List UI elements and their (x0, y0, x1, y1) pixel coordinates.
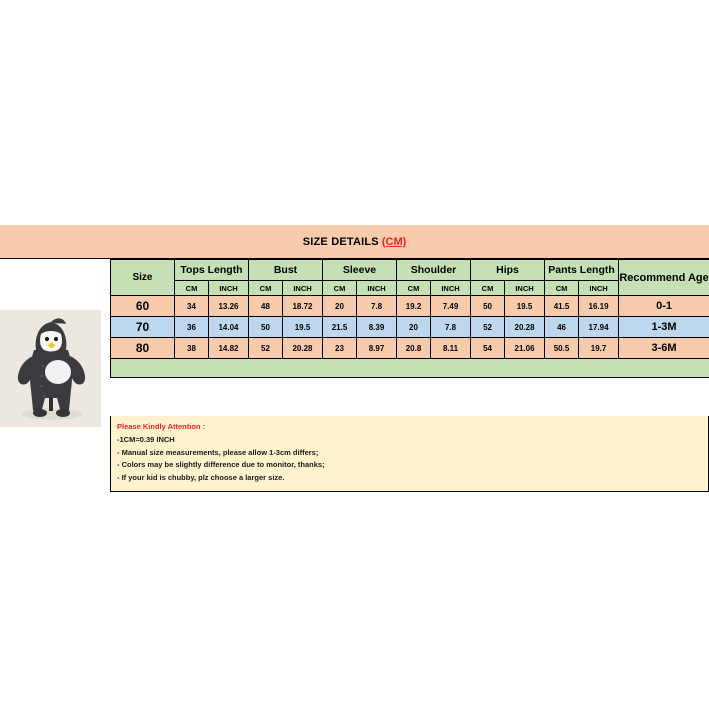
cell-bust-inch: 20.28 (283, 338, 323, 359)
product-photo (0, 310, 101, 427)
cell-tops-length-cm: 34 (175, 296, 209, 317)
cell-size: 60 (111, 296, 175, 317)
cell-pants-length-cm: 50.5 (545, 338, 579, 359)
cell-recommend-age: 0-1 (619, 296, 709, 317)
attention-notes-panel (110, 416, 709, 492)
header-unit-cm: CM (175, 281, 209, 296)
notes-line-1: -1CM=0.39 INCH (117, 435, 175, 444)
size-table-container (110, 259, 709, 378)
cell-hips-cm: 52 (471, 317, 505, 338)
cell-hips-inch: 21.06 (505, 338, 545, 359)
cell-bust-inch: 19.5 (283, 317, 323, 338)
notes-line-2: - Manual size measurements, please allow 1-3cm differs; (117, 447, 319, 457)
header-hips: Hips (471, 260, 545, 281)
header-unit-cm: CM (323, 281, 357, 296)
header-shoulder: Shoulder (397, 260, 471, 281)
cell-pants-length-inch: 16.19 (579, 296, 619, 317)
header-tops-length: Tops Length (175, 260, 249, 281)
header-unit-cm: CM (545, 281, 579, 296)
cell-bust-cm: 48 (249, 296, 283, 317)
cell-pants-length-cm: 41.5 (545, 296, 579, 317)
cell-sleeve-cm: 21.5 (323, 317, 357, 338)
cell-sleeve-cm: 20 (323, 296, 357, 317)
header-unit-inch: INCH (579, 281, 619, 296)
cell-recommend-age: 1-3M (619, 317, 709, 338)
cell-sleeve-inch: 8.39 (357, 317, 397, 338)
spacer-cell (111, 359, 709, 378)
cell-sleeve-inch: 7.8 (357, 296, 397, 317)
cell-recommend-age: 3-6M (619, 338, 709, 359)
cell-tops-length-cm: 36 (175, 317, 209, 338)
header-sleeve: Sleeve (323, 260, 397, 281)
cell-bust-cm: 50 (249, 317, 283, 338)
cell-shoulder-cm: 19.2 (397, 296, 431, 317)
cell-shoulder-inch: 8.11 (431, 338, 471, 359)
notes-line-3: - Colors may be slightly difference due to monitor, thanks; (117, 460, 325, 469)
size-details-banner (0, 225, 709, 259)
cell-shoulder-inch: 7.8 (431, 317, 471, 338)
cell-pants-length-inch: 19.7 (579, 338, 619, 359)
header-bust: Bust (249, 260, 323, 281)
header-unit-cm: CM (471, 281, 505, 296)
cell-hips-cm: 50 (471, 296, 505, 317)
cell-shoulder-cm: 20.8 (397, 338, 431, 359)
table-row (111, 296, 709, 317)
header-unit-inch: INCH (209, 281, 249, 296)
header-unit-cm: CM (249, 281, 283, 296)
cell-hips-inch: 20.28 (505, 317, 545, 338)
cell-hips-cm: 54 (471, 338, 505, 359)
cell-sleeve-cm: 23 (323, 338, 357, 359)
cell-tops-length-inch: 14.04 (209, 317, 249, 338)
table-row (111, 317, 709, 338)
banner-unit-label: (CM) (381, 235, 407, 248)
cell-bust-cm: 52 (249, 338, 283, 359)
cell-shoulder-inch: 7.49 (431, 296, 471, 317)
product-photo-column (0, 259, 110, 492)
header-unit-cm: CM (397, 281, 431, 296)
penguin-romper-illustration (0, 310, 101, 427)
header-recommend-age: Recommend Age (619, 260, 709, 296)
header-size: Size (111, 260, 175, 296)
header-unit-inch: INCH (357, 281, 397, 296)
notes-title: Please Kindly Attention : (117, 422, 206, 431)
cell-tops-length-inch: 13.26 (209, 296, 249, 317)
page-title: SIZE DETAILS (302, 235, 379, 248)
cell-pants-length-cm: 46 (545, 317, 579, 338)
cell-sleeve-inch: 8.97 (357, 338, 397, 359)
header-pants-length: Pants Length (545, 260, 619, 281)
cell-hips-inch: 19.5 (505, 296, 545, 317)
cell-tops-length-inch: 14.82 (209, 338, 249, 359)
size-table (110, 259, 709, 378)
cell-tops-length-cm: 38 (175, 338, 209, 359)
header-unit-inch: INCH (283, 281, 323, 296)
table-header-group-row (111, 260, 709, 281)
cell-size: 80 (111, 338, 175, 359)
cell-shoulder-cm: 20 (397, 317, 431, 338)
cell-bust-inch: 18.72 (283, 296, 323, 317)
cell-size: 70 (111, 317, 175, 338)
header-unit-inch: INCH (505, 281, 545, 296)
cell-pants-length-inch: 17.94 (579, 317, 619, 338)
notes-line-4: - If your kid is chubby, plz choose a larger size. (117, 472, 285, 482)
header-unit-inch: INCH (431, 281, 471, 296)
table-spacer-row (111, 359, 709, 378)
table-row (111, 338, 709, 359)
